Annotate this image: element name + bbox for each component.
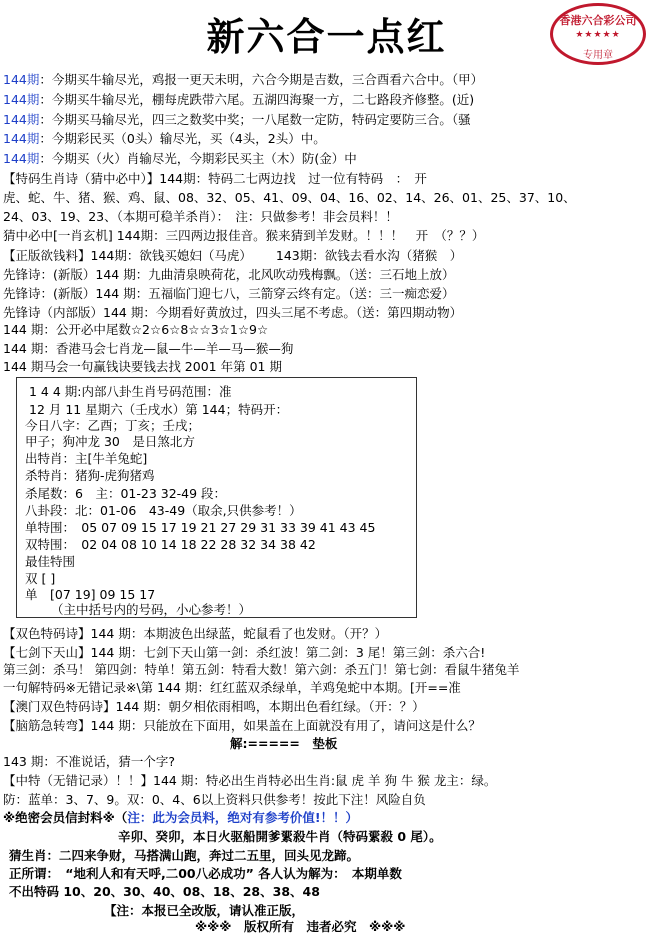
box-line: （主中括号内的号码，小心参考！）	[51, 602, 252, 617]
box-line: 双 [ ]	[25, 571, 56, 586]
box-line: 1 4 4 期:内部八卦生肖号码范围：准	[29, 384, 232, 399]
prophecy-line-2	[3, 92, 474, 107]
issue-number: 144期	[3, 72, 40, 87]
prophecy-text: ：今期彩民买（0头）输尽光，买（4头，2头）中。	[39, 131, 326, 146]
edition-notice: 【注：本报已全改版，请认准正版，	[104, 903, 305, 918]
box-line: 12 月 11 星期六（壬戌水）第 144；特码开：	[29, 402, 289, 417]
macau-poem: 【澳门双色特码诗】144 期：朝夕相依雨相鸣，本期出色看红绿。（开：？）	[3, 699, 425, 714]
one-phrase-code: 一句解特码※无错记录※\第 144 期：红红蓝双杀绿单，羊鸡兔蛇中本期。[开==准	[3, 680, 461, 695]
box-line: 最佳特围	[25, 554, 76, 569]
prophecy-line-3	[3, 112, 471, 127]
copyright-notice: ※※※ 版权所有 违者必究 ※※※	[195, 919, 406, 934]
teaser-answer: 解:===== 垫板	[230, 736, 338, 751]
company-seal	[550, 3, 646, 65]
seven-swords-2: 第三剑：杀马！ 第四剑：特单！第五剑：特看大数！第六剑：杀五门！第七剑：看鼠牛猪兔羊	[3, 662, 520, 677]
envelope-label: ※绝密会员信封料※（	[3, 810, 128, 825]
winning-phrase: 144 期马会一句赢钱诀要钱去找 2001 年第 01 期	[3, 359, 282, 374]
riddle-143: 143期：欲钱去看水沟（猪猴 ）	[275, 248, 463, 263]
number-list-note: 24、03、19、23、（本期可稳羊杀肖）： 注：只做参考！非会员料！！	[3, 209, 398, 224]
brain-teaser: 【脑筋急转弯】144 期：只能放在下面用，如果盖在上面就没有用了，请问这是什么？	[3, 718, 481, 733]
prophecy-text: ：今期买牛输尽光，棚每虎跌带六尾。五湖四海聚一方，二七路段齐修整。(近)	[39, 92, 475, 107]
zodiac-mystery: 猜中必中[一肖玄机] 144期：三四两边报佳音。猴来猜到羊发财。！！！ 开 （？？）	[3, 228, 485, 243]
riddle-line	[3, 248, 462, 263]
pioneer-poem-2: 先锋诗：(新版）144 期：五福临门迎七八，三箭穿云终有定。（送：三一痴恋爱）	[3, 286, 455, 301]
box-line: 单特围： 05 07 09 15 17 19 21 27 29 31 33 39 41 43 45	[25, 520, 376, 535]
seven-zodiacs: 144 期：香港马会七肖龙—鼠—牛—羊—马—猴—狗	[3, 341, 294, 356]
box-line: 双特围： 02 04 08 10 14 18 22 28 32 34 38 42	[25, 537, 316, 552]
guess-zodiac: 猜生肖：二四来争财，马搭满山跑，奔过二五里，回头见龙蹄。	[9, 848, 360, 863]
box-line: 杀特肖：猪狗-虎狗猪鸡	[25, 468, 155, 483]
box-line: 杀尾数：6 主：01-23 32-49 段：	[25, 486, 227, 501]
envelope-note: 注：此为会员料，绝对有参考价值!！！）	[127, 810, 359, 825]
bagua-box	[16, 377, 417, 618]
excluded-numbers: 不出特码 10、20、30、40、08、18、28、38、48	[9, 884, 320, 899]
prophecy-line-1	[3, 72, 483, 87]
seal-name: 香港六合彩公司	[559, 14, 637, 27]
proverb-line: 正所谓： “地利人和有天呼,二00八必成功” 各人认为解为： 本期单数	[9, 866, 402, 881]
prophecy-text: ：今期买（火）肖输尽光，今期彩民买主（木）防(金）中	[39, 151, 357, 166]
member-envelope	[3, 810, 358, 825]
seven-swords-1: 【七剑下天山】144 期：七剑下天山第一剑：杀红波！第二剑：3 尾！第三剑：杀六合!	[3, 645, 486, 660]
box-line: 单 [07 19] 09 15 17	[25, 587, 156, 602]
issue-number: 144期	[3, 112, 40, 127]
prophecy-text: ：今期买牛输尽光，鸡报一更天未明，六合今期是吉数，三合酉看六合中。（甲）	[39, 72, 484, 87]
special-zodiac-poem: 【特码生肖诗（猜中必中）】144期：特码二七两边找 过一位有特码 ： 开	[3, 171, 427, 186]
kill-zodiac: 辛卯、癸卯，本日火驱船開爹綤殺牛肖（特码綤殺 0 尾）。	[118, 829, 442, 844]
pioneer-poem-3: 先锋诗（内部版）144 期：今期看好黄放过，四头三尾不考虑。（送：第四期动物）	[3, 305, 463, 320]
issue-number: 144期	[3, 151, 40, 166]
prophecy-text: ：今期买马输尽光，四三之数奖中奖；一八尾数一定防，特码定要防三合。（骚	[39, 112, 471, 127]
guard-numbers: 防：蓝单：3、7、9。双：0、4、6以上资料只供参考！按此下注！风险自负	[3, 792, 426, 807]
box-line: 出特肖：主[牛羊兔蛇]	[25, 451, 148, 466]
special-zodiac: 【中特（无错记录）！！】144 期：特必出生肖特必出生肖:鼠 虎 羊 狗 牛 猴 龙主：绿。	[3, 773, 497, 788]
issue-number: 144期	[3, 131, 40, 146]
seal-label: 专用章	[583, 50, 613, 61]
number-list: 虎、蛇、牛、猪、猴、鸡、鼠、08、32、05、41、09、04、16、02、14、26、01、25、37、10、	[3, 190, 576, 205]
double-color-poem: 【双色特码诗】144 期：本期波色出绿蓝，蛇鼠看了也发财。（开？）	[3, 626, 388, 641]
issue-number: 144期	[3, 92, 40, 107]
box-line: 今日八字：乙酉；丁亥；壬戌；	[25, 418, 201, 433]
page-title: 新六合一点红	[206, 14, 447, 59]
prophecy-line-4	[3, 131, 326, 146]
guess-character: 143 期：不准说话，猜一个字?	[3, 754, 175, 769]
box-line: 甲子；狗冲龙 30 是日煞北方	[25, 434, 195, 449]
prophecy-line-5	[3, 151, 357, 166]
seal-stars: ★★★★★	[575, 30, 621, 40]
tail-numbers: 144 期：公开必中尾数☆2☆6☆8☆☆3☆1☆9☆	[3, 322, 269, 337]
riddle-144: 【正版欲钱料】144期：欲钱买媳妇（马虎）	[3, 248, 252, 263]
box-line: 八卦段：北：01-06 43-49（取余,只供参考！）	[25, 503, 302, 518]
pioneer-poem-1: 先锋诗：(新版）144 期：九曲清泉映荷花，北风吹动残梅飘。（送：三石地上放）	[3, 267, 455, 282]
